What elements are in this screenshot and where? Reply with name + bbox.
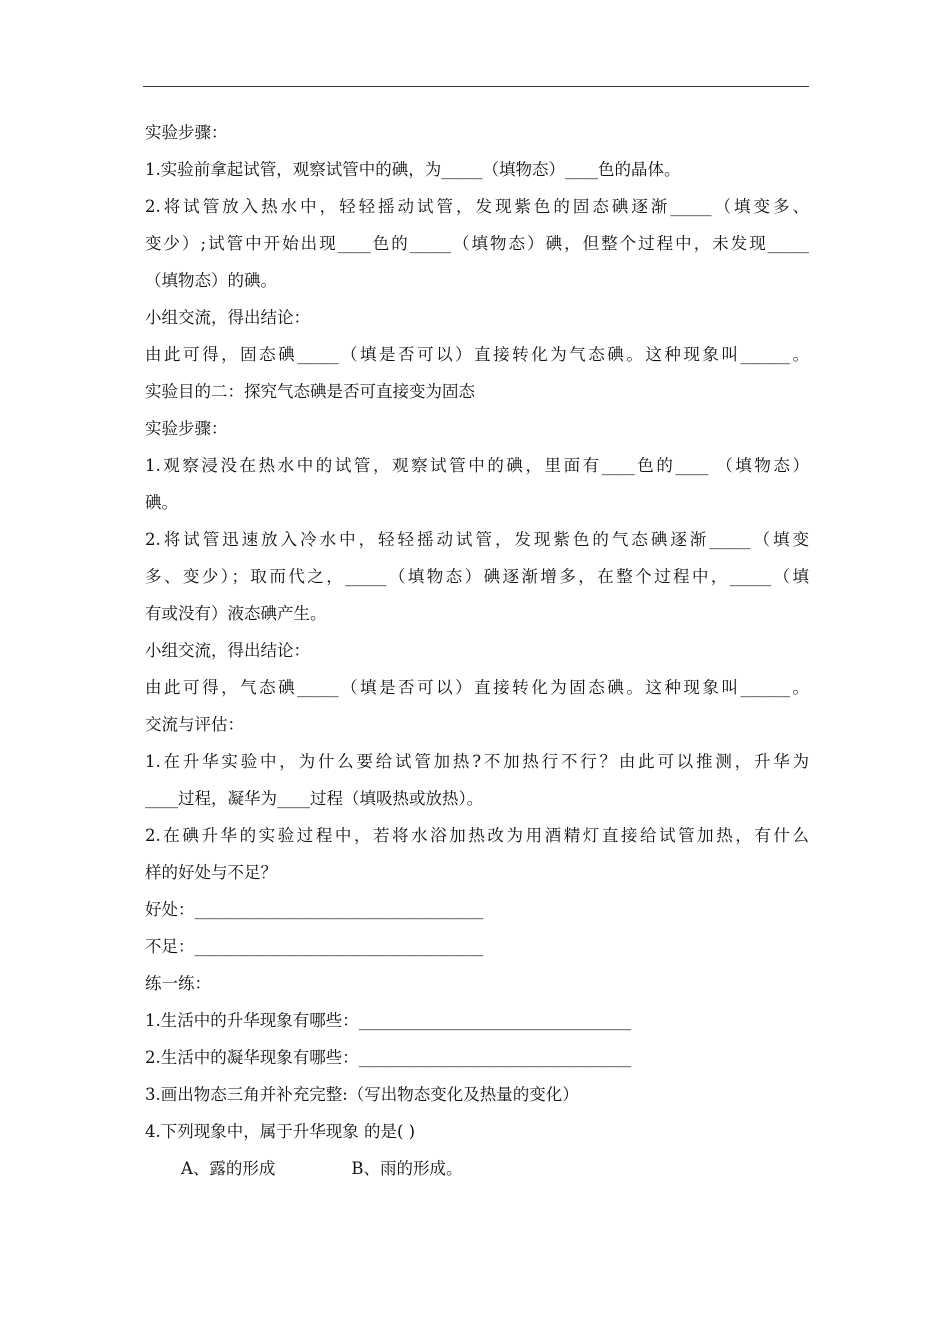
answer-line-disadvantage: 不足：___________________________________ xyxy=(145,937,484,956)
option-a: A、露的形成 xyxy=(181,1159,276,1178)
text-line: 2.将试管放入热水中，轻轻摇动试管，发现紫色的固态碘逐渐_____（填变多、 xyxy=(145,197,809,216)
text-line: ____过程，凝华为____过程（填吸热或放热）。 xyxy=(145,789,484,808)
text-line: 样的好处与不足？ xyxy=(145,863,277,882)
option-b: B、雨的形成。 xyxy=(351,1159,463,1178)
text-line: 由此可得，气态碘_____（填是否可以）直接转化为固态碘。这种现象叫______。 xyxy=(145,678,809,697)
text-line: 1.在升华实验中，为什么要给试管加热?不加热行不行？由此可以推测，升华为 xyxy=(145,752,809,771)
text-line: 多、变少）；取而代之，_____（填物态）碘逐渐增多，在整个过程中，_____（填 xyxy=(145,567,809,586)
section-heading: 小组交流，得出结论： xyxy=(145,641,310,660)
practice-question: 2.生活中的凝华现象有哪些：_________________________________ xyxy=(145,1048,631,1067)
text-line: 碘。 xyxy=(145,493,178,512)
section-heading: 练一练： xyxy=(145,974,211,993)
text-line: 由此可得，固态碘_____（填是否可以）直接转化为气态碘。这种现象叫______。 xyxy=(145,345,809,364)
text-line: 有或没有）液态碘产生。 xyxy=(145,604,327,623)
text-line: 变少）;试管中开始出现____色的_____（填物态）碘，但整个过程中，未发现_____ xyxy=(145,234,809,253)
section-heading: 小组交流，得出结论： xyxy=(145,308,310,327)
practice-question: 1.生活中的升华现象有哪些：_________________________________ xyxy=(145,1011,631,1030)
text-line: 1.实验前拿起试管，观察试管中的碘，为_____（填物态）____色的晶体。 xyxy=(145,160,681,179)
section-heading: 实验步骤： xyxy=(145,419,228,438)
section-heading: 实验目的二：探究气态碘是否可直接变为固态 xyxy=(145,382,475,401)
document-body xyxy=(145,114,809,1187)
practice-question: 4.下列现象中，属于升华现象 的是( ) xyxy=(145,1122,416,1141)
text-line: （填物态）的碘。 xyxy=(145,271,277,290)
text-line: 2.在碘升华的实验过程中，若将水浴加热改为用酒精灯直接给试管加热，有什么 xyxy=(145,826,809,845)
practice-question: 3.画出物态三角并补充完整:（写出物态变化及热量的变化） xyxy=(145,1085,579,1104)
header-rule xyxy=(143,86,809,87)
text-line: 1.观察浸没在热水中的试管，观察试管中的碘，里面有____色的____ （填物态） xyxy=(145,456,809,475)
section-heading: 交流与评估： xyxy=(145,715,244,734)
text-line: 2.将试管迅速放入冷水中，轻轻摇动试管，发现紫色的气态碘逐渐_____（填变 xyxy=(145,530,809,549)
answer-line-advantage: 好处：___________________________________ xyxy=(145,900,484,919)
section-heading: 实验步骤： xyxy=(145,123,228,142)
choice-options xyxy=(145,1150,809,1187)
